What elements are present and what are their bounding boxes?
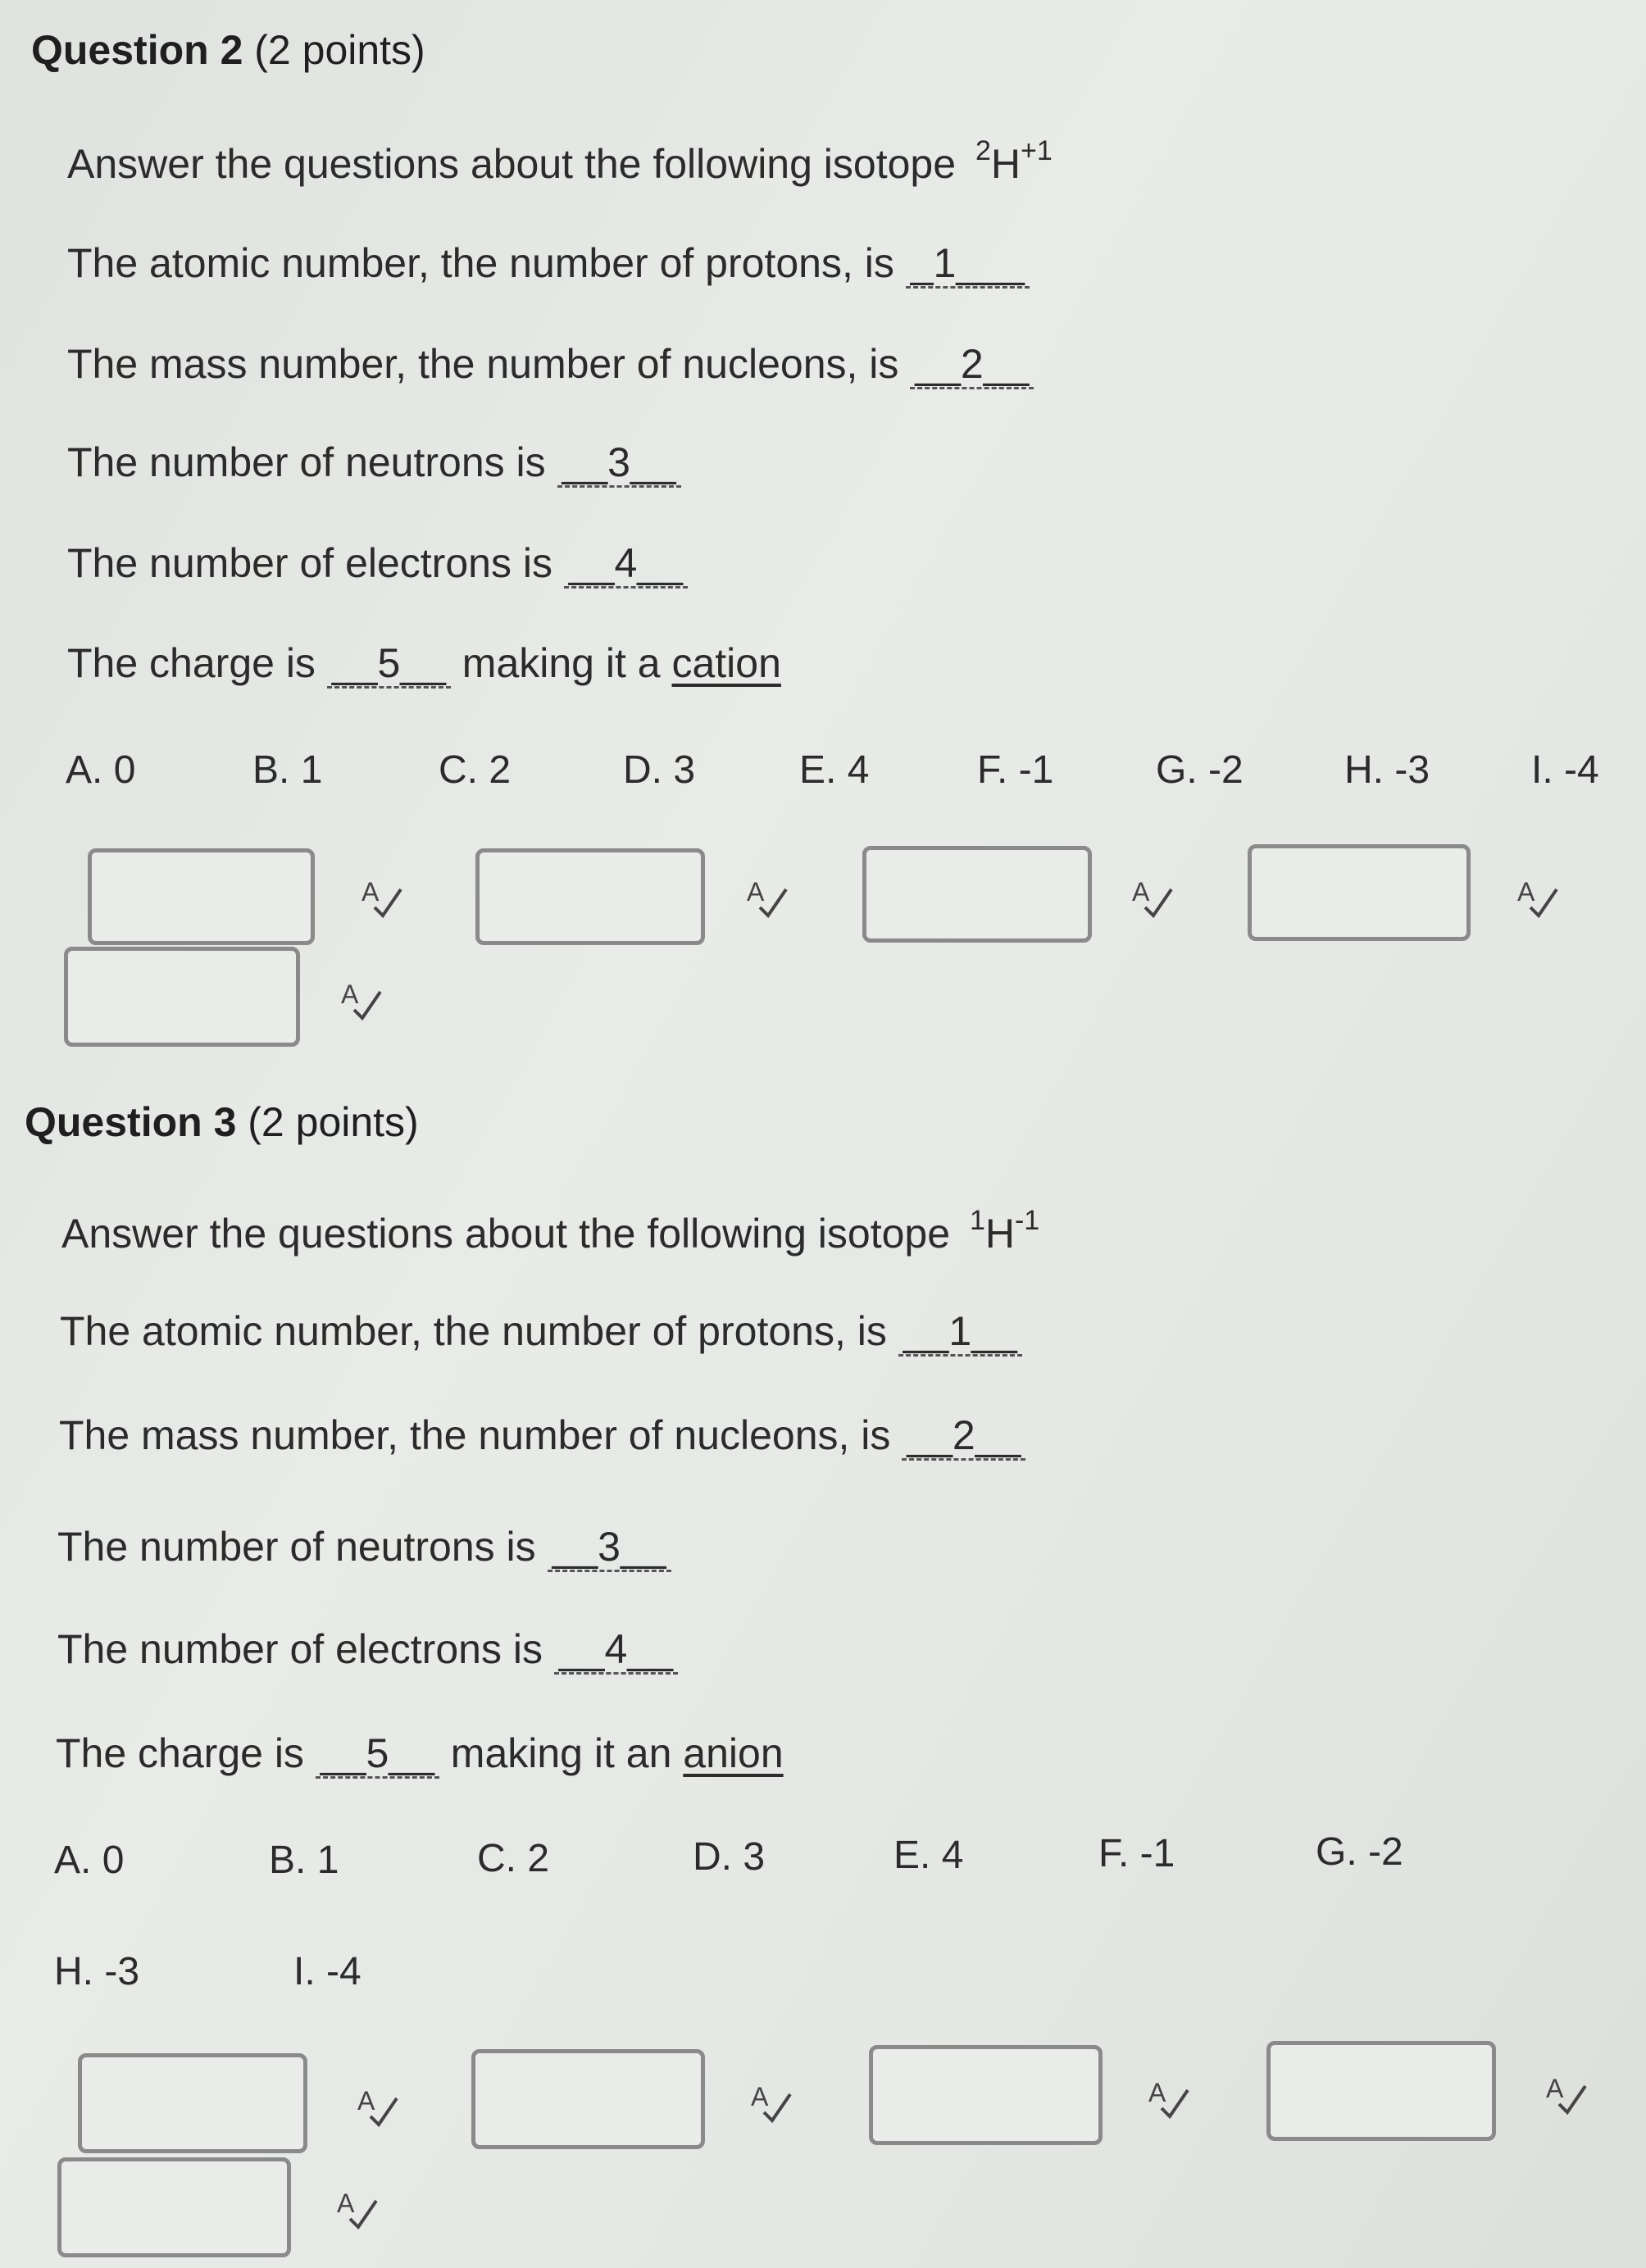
q2-option-a: A. 0	[66, 748, 136, 792]
q3-title	[25, 1098, 419, 1146]
q2-option-i: I. -4	[1531, 748, 1599, 792]
q2-line-nucleons: The mass number, the number of nucleons, is __2__	[67, 340, 1034, 388]
q3-answer-box-5[interactable]	[57, 2157, 291, 2257]
q3-option-e: E. 4	[893, 1834, 964, 1877]
spellcheck-icon[interactable]	[1127, 873, 1176, 922]
svg-text:A: A	[341, 979, 359, 1009]
q3-option-a: A. 0	[54, 1838, 125, 1882]
q3-points: (2 points)	[248, 1099, 419, 1145]
q2-option-g: G. -2	[1156, 748, 1244, 792]
q2-option-d: D. 3	[623, 748, 696, 792]
q2-answer-box-1[interactable]	[88, 848, 315, 945]
q3-option-g: G. -2	[1316, 1830, 1403, 1874]
q3-line-electrons: The number of electrons is __4__	[57, 1625, 678, 1673]
spellcheck-icon[interactable]	[1541, 2070, 1590, 2119]
spellcheck-icon[interactable]	[352, 2082, 402, 2131]
q3-answer-box-3[interactable]	[869, 2045, 1103, 2145]
q2-answer-box-2[interactable]	[475, 848, 705, 945]
q2-option-c: C. 2	[439, 748, 512, 792]
q2-isotope: $^2H^{+1}$	[975, 135, 1053, 187]
q3-option-b: B. 1	[269, 1838, 339, 1882]
svg-text:A: A	[361, 877, 380, 907]
q3-option-h: H. -3	[54, 1950, 140, 1993]
q2-title-label: Question 2	[31, 27, 243, 73]
svg-text:A: A	[1148, 2078, 1166, 2107]
q3-isotope: $^1H^{-1}$	[969, 1205, 1040, 1257]
q2-cation-word: cation	[671, 640, 781, 686]
q3-anion-word: anion	[683, 1730, 784, 1776]
q2-intro: Answer the questions about the following isotope $^2H^{+1}$	[67, 135, 1053, 187]
spellcheck-icon[interactable]	[746, 2078, 795, 2127]
svg-text:A: A	[751, 2082, 769, 2111]
q2-line-electrons: The number of electrons is __4__	[67, 539, 688, 587]
svg-text:A: A	[337, 2188, 355, 2218]
spellcheck-icon[interactable]	[332, 2184, 381, 2234]
q3-answer-box-4[interactable]	[1266, 2041, 1496, 2141]
q2-line-neutrons: The number of neutrons is __3__	[67, 439, 681, 486]
spellcheck-icon[interactable]	[1144, 2074, 1193, 2123]
spellcheck-icon[interactable]	[357, 873, 406, 922]
q3-intro: Answer the questions about the following isotope $^1H^{-1}$	[61, 1205, 1040, 1257]
q2-answer-box-4[interactable]	[1248, 844, 1471, 941]
q2-line-protons: The atomic number, the number of protons, is _1___	[67, 239, 1030, 287]
q3-title-label: Question 3	[25, 1099, 237, 1145]
spellcheck-icon[interactable]	[1512, 873, 1562, 922]
svg-text:A: A	[357, 2086, 375, 2116]
svg-text:A: A	[1546, 2074, 1564, 2103]
q3-line-nucleons: The mass number, the number of nucleons, is __2__	[59, 1411, 1025, 1459]
q2-points: (2 points)	[254, 27, 425, 73]
q2-option-h: H. -3	[1344, 748, 1430, 792]
q2-option-e: E. 4	[799, 748, 870, 792]
q3-answer-box-2[interactable]	[471, 2049, 705, 2149]
spellcheck-icon[interactable]	[336, 975, 385, 1025]
q2-answer-box-5[interactable]	[64, 947, 300, 1047]
q3-line-protons: The atomic number, the number of protons, is __1__	[60, 1307, 1022, 1355]
q3-answer-box-1[interactable]	[78, 2053, 307, 2153]
q2-option-b: B. 1	[252, 748, 323, 792]
q3-option-d: D. 3	[693, 1835, 766, 1879]
q3-line-neutrons: The number of neutrons is __3__	[57, 1523, 671, 1570]
q2-line-charge: The charge is __5__ making it a cation	[67, 639, 781, 687]
svg-text:A: A	[1517, 877, 1535, 907]
q3-option-f: F. -1	[1098, 1832, 1175, 1875]
q2-option-f: F. -1	[977, 748, 1054, 792]
q3-option-c: C. 2	[477, 1837, 550, 1880]
q2-title	[31, 26, 425, 74]
svg-text:A: A	[1132, 877, 1150, 907]
q3-option-i: I. -4	[293, 1950, 361, 1993]
spellcheck-icon[interactable]	[742, 873, 791, 922]
svg-text:A: A	[747, 877, 765, 907]
q2-answer-box-3[interactable]	[862, 846, 1092, 943]
q3-line-charge: The charge is __5__ making it an anion	[56, 1729, 784, 1777]
